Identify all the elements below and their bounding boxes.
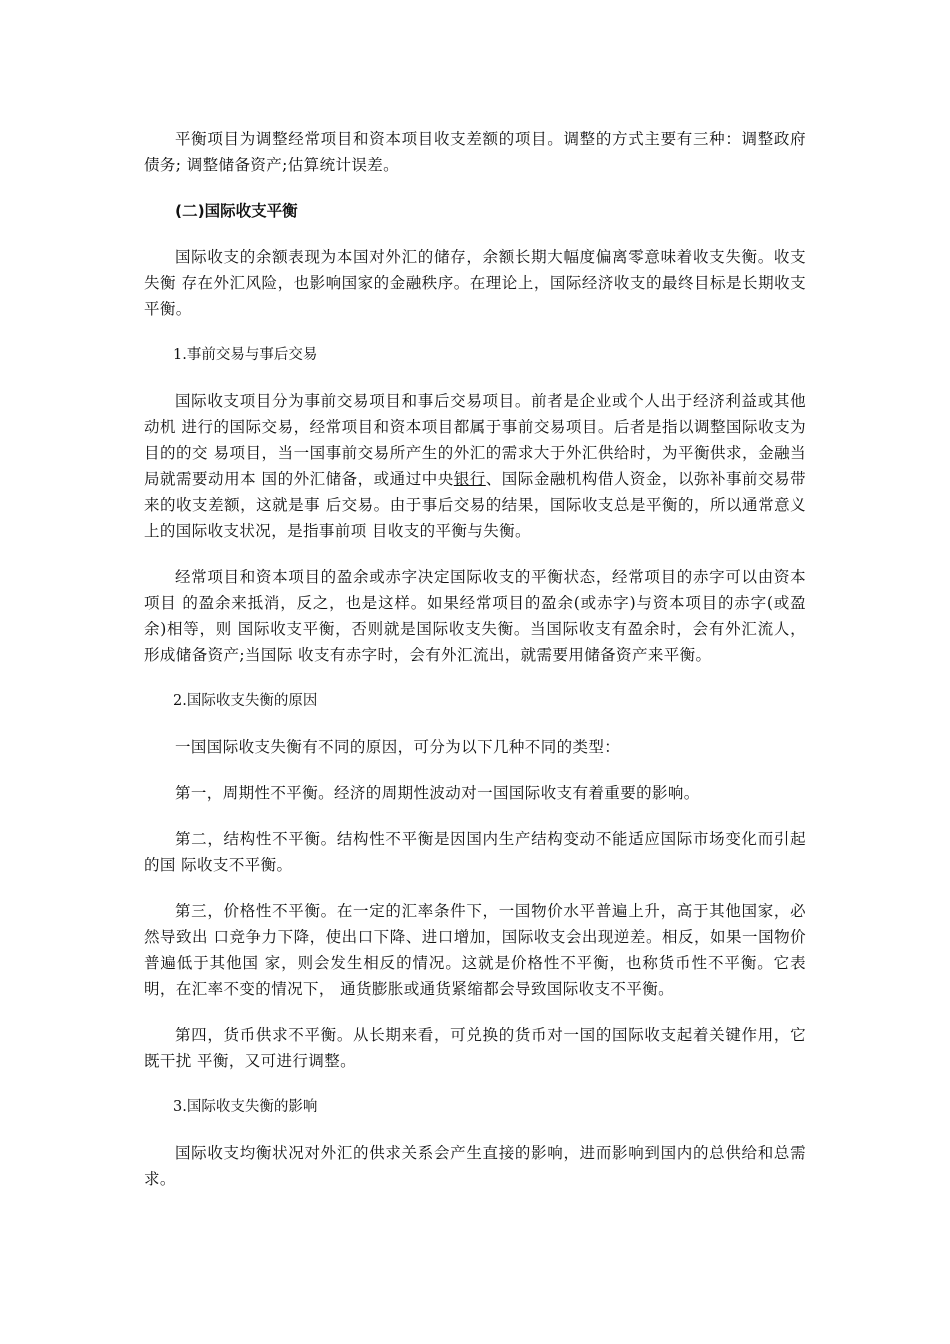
subheading-causes: 2.国际收支失衡的原因 xyxy=(173,693,318,709)
subheading-ex-ante-ex-post: 1.事前交易与事后交易 xyxy=(173,347,318,363)
paragraph-balancing-items: 平衡项目为调整经常项目和资本项目收支差额的项目。调整的方式主要有三种：调整政府债务; 调整储备资产;估算统计误差。 xyxy=(144,130,806,174)
section-heading-balance: (二)国际收支平衡 xyxy=(175,202,298,220)
paragraph-causes-intro: 一国国际收支失衡有不同的原因，可分为以下几种不同的类型： xyxy=(175,738,621,756)
paragraph-monetary: 第四，货币供求不平衡。从长期来看，可兑换的货币对一国的国际收支起着关键作用，它既干扰 平衡，又可进行调整。 xyxy=(144,1026,806,1070)
bank-link[interactable]: 银行 xyxy=(453,470,486,488)
paragraph-text-part-2: 、国际金融机构借人资金，以弥补事前交易带来的收支差额，这就是事 后交易。由于事后交易的结果，国际收支总是平衡的，所以通常意义上的国际收支状况，是指事前项 目收支的平衡与失衡。 xyxy=(144,470,806,540)
paragraph-cyclical: 第一，周期性不平衡。经济的周期性波动对一国国际收支有着重要的影响。 xyxy=(175,784,700,802)
paragraph-balance-intro: 国际收支的余额表现为本国对外汇的储存，余额长期大幅度偏离零意味着收支失衡。收支失衡 存在外汇风险，也影响国家的金融秩序。在理论上，国际经济收支的最终目标是长期收支平衡。 xyxy=(144,248,806,318)
paragraph-surplus-deficit: 经常项目和资本项目的盈余或赤字决定国际收支的平衡状态，经常项目的赤字可以由资本项目 的盈余来抵消，反之，也是这样。如果经常项目的盈余(或赤字)与资本项目的赤字(或盈余)相等，则 国际收支平衡，否则就是国际收支失衡。当国际收支有盈余时，会有外汇流人，形成储备资产;当国际 收支有赤字时，会有外汇流出，就需要用储备资产来平衡。 xyxy=(144,568,806,664)
paragraph-price: 第三，价格性不平衡。在一定的汇率条件下，一国物价水平普遍上升，高于其他国家，必然导致出 口竞争力下降，使出口下降、进口增加，国际收支会出现逆差。相反，如果一国物价普遍低于其他国 家，则会发生相反的情况。这就是价格性不平衡，也称货币性不平衡。它表明，在汇率不变的情况下， 通货膨胀或通货紧缩都会导致国际收支不平衡。 xyxy=(144,902,806,998)
paragraph-text-part-1: 国际收支项目分为事前交易项目和事后交易项目。前者是企业或个人出于经济利益或其他动机 进行的国际交易，经常项目和资本项目都属于事前交易项目。后者是指以调整国际收支为目的的交 易项目，当一国事前交易所产生的外汇的需求大于外汇供给时，为平衡供求，金融当局就需要动用本 国的外汇储备，或通过中央 xyxy=(144,392,806,488)
paragraph-effects: 国际收支均衡状况对外汇的供求关系会产生直接的影响，进而影响到国内的总供给和总需求。 xyxy=(144,1144,806,1188)
document-page xyxy=(144,126,806,1212)
paragraph-structural: 第二，结构性不平衡。结构性不平衡是因国内生产结构变动不能适应国际市场变化而引起的国 际收支不平衡。 xyxy=(144,830,806,874)
subheading-effects: 3.国际收支失衡的影响 xyxy=(173,1099,318,1115)
paragraph-ex-ante-ex-post xyxy=(144,388,806,544)
